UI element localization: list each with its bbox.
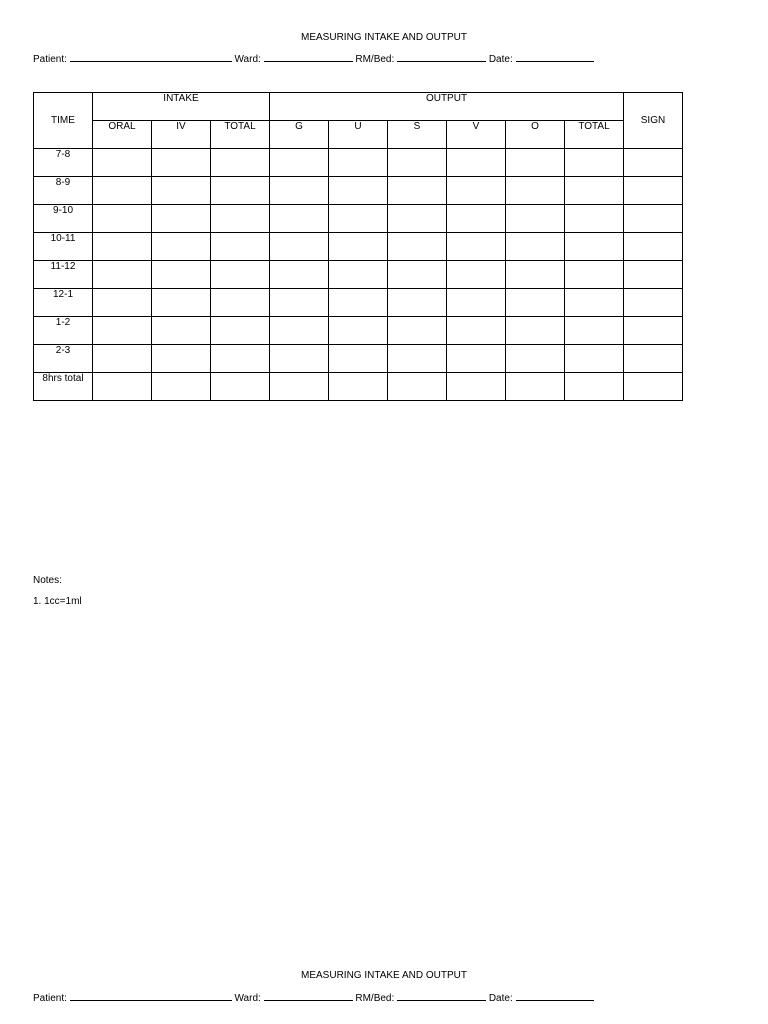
form-header-fields xyxy=(33,52,594,65)
rmbed-label: RM/Bed: xyxy=(355,54,395,65)
entry-cell[interactable] xyxy=(565,373,624,401)
date-label: Date: xyxy=(488,993,513,1004)
output-col-o: O xyxy=(506,121,565,149)
ward-label: Ward: xyxy=(234,993,261,1004)
time-cell: 8hrs total xyxy=(34,373,93,401)
entry-cell[interactable] xyxy=(93,317,152,345)
entry-cell[interactable] xyxy=(447,149,506,177)
entry-cell[interactable] xyxy=(93,345,152,373)
table-row xyxy=(34,373,683,401)
table-row xyxy=(34,261,683,289)
output-header: OUTPUT xyxy=(270,93,624,121)
entry-cell[interactable] xyxy=(506,289,565,317)
sign-header: SIGN xyxy=(624,93,683,149)
entry-cell[interactable] xyxy=(152,261,211,289)
date-field[interactable] xyxy=(516,991,594,1001)
output-col-v: V xyxy=(447,121,506,149)
ward-label: Ward: xyxy=(234,54,261,65)
entry-cell[interactable] xyxy=(329,233,388,261)
entry-cell[interactable] xyxy=(211,149,270,177)
time-cell: 10-11 xyxy=(34,233,93,261)
entry-cell[interactable] xyxy=(624,233,683,261)
rmbed-label: RM/Bed: xyxy=(355,993,395,1004)
entry-cell[interactable] xyxy=(624,317,683,345)
entry-cell[interactable] xyxy=(152,373,211,401)
entry-cell[interactable] xyxy=(329,149,388,177)
time-cell: 2-3 xyxy=(34,345,93,373)
entry-cell[interactable] xyxy=(152,345,211,373)
entry-cell[interactable] xyxy=(506,317,565,345)
entry-cell[interactable] xyxy=(624,261,683,289)
rmbed-field[interactable] xyxy=(397,52,486,62)
entry-cell[interactable] xyxy=(388,149,447,177)
entry-cell[interactable] xyxy=(93,177,152,205)
entry-cell[interactable] xyxy=(447,345,506,373)
entry-cell[interactable] xyxy=(565,317,624,345)
entry-cell[interactable] xyxy=(565,233,624,261)
time-cell: 9-10 xyxy=(34,205,93,233)
ward-field[interactable] xyxy=(264,52,353,62)
entry-cell[interactable] xyxy=(329,261,388,289)
form-title-bottom: MEASURING INTAKE AND OUTPUT xyxy=(301,970,467,981)
entry-cell[interactable] xyxy=(329,345,388,373)
rmbed-field[interactable] xyxy=(397,991,486,1001)
entry-cell[interactable] xyxy=(270,317,329,345)
patient-label: Patient: xyxy=(33,993,67,1004)
entry-cell[interactable] xyxy=(93,289,152,317)
entry-cell[interactable] xyxy=(506,205,565,233)
entry-cell[interactable] xyxy=(93,233,152,261)
time-cell: 12-1 xyxy=(34,289,93,317)
time-header: TIME xyxy=(34,93,93,149)
entry-cell[interactable] xyxy=(565,205,624,233)
entry-cell[interactable] xyxy=(565,289,624,317)
entry-cell[interactable] xyxy=(211,233,270,261)
table-row xyxy=(34,345,683,373)
ward-field[interactable] xyxy=(264,991,353,1001)
entry-cell[interactable] xyxy=(447,233,506,261)
entry-cell[interactable] xyxy=(211,205,270,233)
table-row xyxy=(34,289,683,317)
date-label: Date: xyxy=(488,54,513,65)
entry-cell[interactable] xyxy=(506,149,565,177)
patient-field[interactable] xyxy=(70,52,232,62)
notes-heading: Notes: xyxy=(33,575,62,586)
table-row xyxy=(34,233,683,261)
entry-cell[interactable] xyxy=(329,373,388,401)
entry-cell[interactable] xyxy=(447,177,506,205)
entry-cell[interactable] xyxy=(388,317,447,345)
entry-cell[interactable] xyxy=(152,177,211,205)
table-subheader-row xyxy=(34,121,683,149)
entry-cell[interactable] xyxy=(447,289,506,317)
intake-header: INTAKE xyxy=(93,93,270,121)
intake-output-table xyxy=(33,92,683,401)
table-header-row xyxy=(34,93,683,121)
table-row xyxy=(34,317,683,345)
form-title: MEASURING INTAKE AND OUTPUT xyxy=(301,32,467,43)
output-col-total: TOTAL xyxy=(565,121,624,149)
form-header-fields-bottom xyxy=(33,991,594,1004)
entry-cell[interactable] xyxy=(93,149,152,177)
entry-cell[interactable] xyxy=(211,317,270,345)
entry-cell[interactable] xyxy=(506,345,565,373)
entry-cell[interactable] xyxy=(624,345,683,373)
entry-cell[interactable] xyxy=(211,345,270,373)
entry-cell[interactable] xyxy=(388,345,447,373)
entry-cell[interactable] xyxy=(93,373,152,401)
entry-cell[interactable] xyxy=(388,177,447,205)
table-row xyxy=(34,177,683,205)
entry-cell[interactable] xyxy=(624,149,683,177)
entry-cell[interactable] xyxy=(270,233,329,261)
entry-cell[interactable] xyxy=(329,289,388,317)
patient-field[interactable] xyxy=(70,991,232,1001)
entry-cell[interactable] xyxy=(329,205,388,233)
entry-cell[interactable] xyxy=(270,373,329,401)
entry-cell[interactable] xyxy=(388,261,447,289)
time-cell: 8-9 xyxy=(34,177,93,205)
entry-cell[interactable] xyxy=(565,177,624,205)
entry-cell[interactable] xyxy=(565,345,624,373)
entry-cell[interactable] xyxy=(565,261,624,289)
entry-cell[interactable] xyxy=(624,289,683,317)
note-item: 1. 1cc=1ml xyxy=(33,596,82,607)
entry-cell[interactable] xyxy=(506,233,565,261)
entry-cell[interactable] xyxy=(329,317,388,345)
entry-cell[interactable] xyxy=(270,149,329,177)
entry-cell[interactable] xyxy=(624,373,683,401)
entry-cell[interactable] xyxy=(270,261,329,289)
entry-cell[interactable] xyxy=(447,261,506,289)
entry-cell[interactable] xyxy=(152,317,211,345)
entry-cell[interactable] xyxy=(388,289,447,317)
entry-cell[interactable] xyxy=(270,177,329,205)
entry-cell[interactable] xyxy=(506,373,565,401)
entry-cell[interactable] xyxy=(211,261,270,289)
entry-cell[interactable] xyxy=(211,289,270,317)
table-row xyxy=(34,205,683,233)
entry-cell[interactable] xyxy=(624,177,683,205)
entry-cell[interactable] xyxy=(329,177,388,205)
output-col-u: U xyxy=(329,121,388,149)
entry-cell[interactable] xyxy=(270,205,329,233)
table-row xyxy=(34,149,683,177)
entry-cell[interactable] xyxy=(270,345,329,373)
output-col-g: G xyxy=(270,121,329,149)
entry-cell[interactable] xyxy=(388,373,447,401)
entry-cell[interactable] xyxy=(152,289,211,317)
entry-cell[interactable] xyxy=(211,177,270,205)
entry-cell[interactable] xyxy=(447,373,506,401)
date-field[interactable] xyxy=(516,52,594,62)
entry-cell[interactable] xyxy=(506,261,565,289)
entry-cell[interactable] xyxy=(152,149,211,177)
patient-label: Patient: xyxy=(33,54,67,65)
intake-col-iv: IV xyxy=(152,121,211,149)
entry-cell[interactable] xyxy=(270,289,329,317)
entry-cell[interactable] xyxy=(388,205,447,233)
entry-cell[interactable] xyxy=(152,233,211,261)
intake-col-total: TOTAL xyxy=(211,121,270,149)
output-col-s: S xyxy=(388,121,447,149)
entry-cell[interactable] xyxy=(152,205,211,233)
entry-cell[interactable] xyxy=(624,205,683,233)
entry-cell[interactable] xyxy=(565,149,624,177)
entry-cell[interactable] xyxy=(447,317,506,345)
entry-cell[interactable] xyxy=(93,261,152,289)
entry-cell[interactable] xyxy=(447,205,506,233)
time-cell: 1-2 xyxy=(34,317,93,345)
entry-cell[interactable] xyxy=(93,205,152,233)
entry-cell[interactable] xyxy=(388,233,447,261)
entry-cell[interactable] xyxy=(211,373,270,401)
time-cell: 11-12 xyxy=(34,261,93,289)
intake-col-oral: ORAL xyxy=(93,121,152,149)
time-cell: 7-8 xyxy=(34,149,93,177)
entry-cell[interactable] xyxy=(506,177,565,205)
